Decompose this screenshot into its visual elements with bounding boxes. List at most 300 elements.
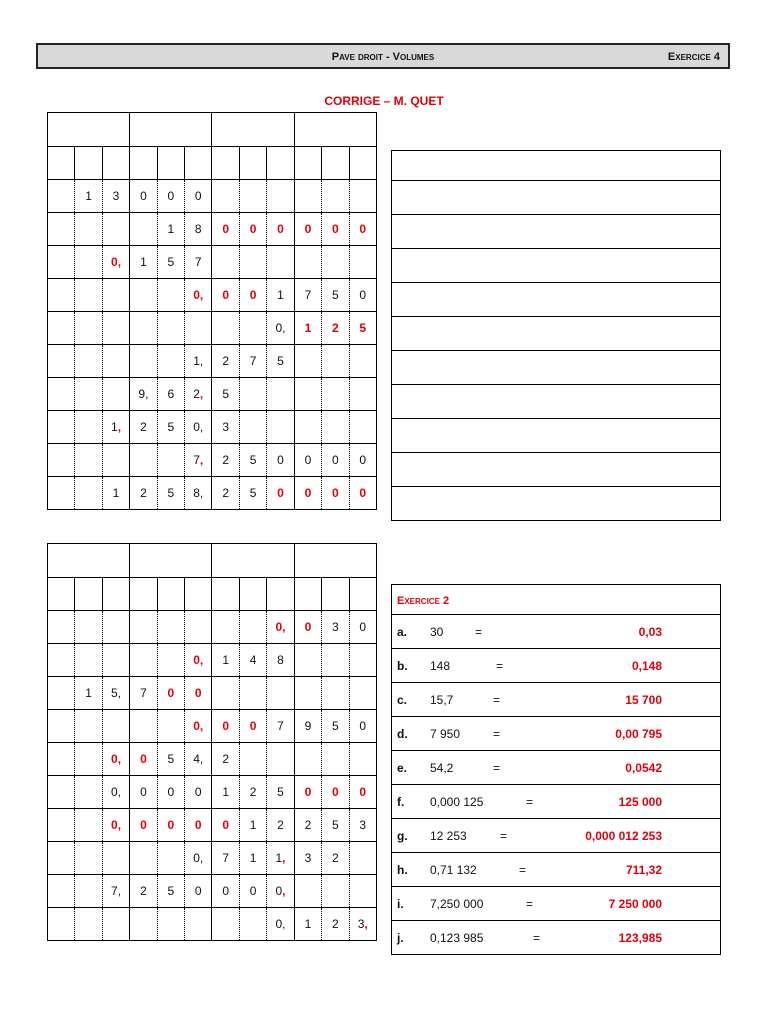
digit-cell xyxy=(48,743,75,776)
answer-cell xyxy=(392,249,721,283)
unit-label-cell xyxy=(349,147,376,180)
digit-cell xyxy=(239,743,266,776)
digit-cell xyxy=(267,345,294,378)
digit: 0, xyxy=(193,851,204,865)
digit-cell xyxy=(212,710,239,743)
exercise-2-row xyxy=(392,819,721,853)
digit: 0, xyxy=(111,818,122,832)
digit-cell xyxy=(294,875,321,908)
digit-cell xyxy=(130,345,157,378)
digit-cell xyxy=(130,611,157,644)
grid-row xyxy=(48,279,377,312)
digit: 0 xyxy=(331,486,339,500)
digit-cell xyxy=(75,776,102,809)
digit-cell xyxy=(75,908,102,941)
corrige-title: CORRIGE – M. QUET xyxy=(324,94,444,108)
digit: 0 xyxy=(167,818,175,832)
digit: 2 xyxy=(140,486,147,500)
digit-cell xyxy=(102,776,129,809)
digit-cell xyxy=(239,710,266,743)
digit-cell xyxy=(322,644,349,677)
digit: 0 xyxy=(277,486,284,500)
item-number: 30 xyxy=(430,625,444,639)
digit-cell xyxy=(102,246,129,279)
digit-cell xyxy=(294,411,321,444)
item-letter: b. xyxy=(397,659,408,673)
item-letter: g. xyxy=(397,829,408,843)
item-number: 15,7 xyxy=(430,693,454,707)
item-letter: f. xyxy=(397,795,405,809)
digit-cell xyxy=(48,213,75,246)
digit-cell xyxy=(294,312,321,345)
unit-group-header xyxy=(294,544,376,578)
digit: 7 xyxy=(304,288,312,302)
unit-label-cell xyxy=(48,578,75,611)
digit: 3 xyxy=(359,818,367,832)
digit-cell xyxy=(157,908,184,941)
digit-cell xyxy=(267,246,294,279)
digit-cell xyxy=(102,842,129,875)
item-result: 0,03 xyxy=(638,625,662,639)
digit-cell xyxy=(212,180,239,213)
digit: 0 xyxy=(359,288,367,302)
item-result: 0,148 xyxy=(631,659,662,673)
digit: 2 xyxy=(140,420,147,434)
digit-cell xyxy=(239,444,266,477)
equals-sign: = xyxy=(493,693,501,707)
item-letter: d. xyxy=(397,727,408,741)
digit: 2 xyxy=(331,851,339,865)
digit: 1 xyxy=(85,189,92,203)
digit-cell xyxy=(322,842,349,875)
digit-cell xyxy=(212,279,239,312)
item-letter: i. xyxy=(397,897,404,911)
unit-label-cell xyxy=(322,578,349,611)
equals-sign: = xyxy=(475,625,483,639)
digit-cell xyxy=(239,611,266,644)
digit-cell xyxy=(239,312,266,345)
digit: 0 xyxy=(222,818,230,832)
grid-row xyxy=(48,444,377,477)
digit-cell xyxy=(48,312,75,345)
digit-cell xyxy=(294,477,321,510)
digit-cell xyxy=(267,477,294,510)
digit: 0 xyxy=(249,884,257,898)
digit: 0 xyxy=(304,453,312,467)
digit: 3, xyxy=(357,917,368,931)
digit: 0, xyxy=(111,785,122,799)
digit-cell xyxy=(212,644,239,677)
digit-cell xyxy=(75,677,102,710)
digit-cell xyxy=(322,477,349,510)
digit-cell xyxy=(48,345,75,378)
digit-cell xyxy=(130,809,157,842)
digit-cell xyxy=(349,842,376,875)
digit-cell xyxy=(349,611,376,644)
unit-label-cell xyxy=(157,578,184,611)
digit-cell xyxy=(185,246,212,279)
digit-cell xyxy=(48,180,75,213)
unit-group-header xyxy=(48,113,130,147)
digit-cell xyxy=(322,279,349,312)
unit-label-cell xyxy=(102,147,129,180)
grid-row xyxy=(48,477,377,510)
digit-cell xyxy=(294,611,321,644)
digit: 2 xyxy=(277,818,284,832)
exercise-header xyxy=(36,43,730,69)
digit-cell xyxy=(102,477,129,510)
digit-cell xyxy=(212,743,239,776)
grid-row xyxy=(48,710,377,743)
answer-cell xyxy=(392,283,721,317)
digit-cell xyxy=(157,180,184,213)
item-letter: j. xyxy=(397,931,404,945)
digit: 1, xyxy=(275,851,286,865)
digit-cell xyxy=(185,213,212,246)
digit-cell xyxy=(267,743,294,776)
digit-cell xyxy=(349,809,376,842)
digit-cell xyxy=(102,710,129,743)
digit-cell xyxy=(48,908,75,941)
digit: 1 xyxy=(167,222,175,236)
unit-group-header xyxy=(212,113,294,147)
digit-cell xyxy=(157,279,184,312)
digit-cell xyxy=(322,710,349,743)
digit: 5 xyxy=(249,486,257,500)
digit-cell xyxy=(212,246,239,279)
digit-cell xyxy=(75,743,102,776)
digit-cell xyxy=(75,411,102,444)
digit-cell xyxy=(267,444,294,477)
digit-cell xyxy=(157,875,184,908)
digit-cell xyxy=(185,908,212,941)
digit: 5, xyxy=(111,686,122,700)
digit-cell xyxy=(322,908,349,941)
digit-cell xyxy=(75,842,102,875)
unit-label-cell xyxy=(294,147,321,180)
digit-cell xyxy=(239,213,266,246)
digit-cell xyxy=(185,180,212,213)
digit: 0 xyxy=(249,222,257,236)
grid-row xyxy=(48,842,377,875)
digit-cell xyxy=(349,477,376,510)
digit-cell xyxy=(75,279,102,312)
digit: 3 xyxy=(304,851,312,865)
grid-row xyxy=(48,312,377,345)
digit: 1 xyxy=(222,785,230,799)
digit-cell xyxy=(239,875,266,908)
digit: 5 xyxy=(167,486,175,500)
digit-cell xyxy=(185,312,212,345)
digit-cell xyxy=(294,246,321,279)
digit-cell xyxy=(212,345,239,378)
digit: 0 xyxy=(140,818,147,832)
digit-cell xyxy=(157,644,184,677)
digit-cell xyxy=(48,378,75,411)
digit: 2 xyxy=(140,884,147,898)
digit: 5 xyxy=(331,818,339,832)
unit-label-cell xyxy=(267,578,294,611)
digit-cell xyxy=(212,611,239,644)
exercise-2-table xyxy=(391,584,721,955)
digit-cell xyxy=(294,842,321,875)
digit: 4, xyxy=(193,752,204,766)
equals-sign: = xyxy=(493,727,501,741)
item-number: 0,000 125 xyxy=(430,795,484,809)
digit-cell xyxy=(267,378,294,411)
digit-cell xyxy=(102,213,129,246)
equals-sign: = xyxy=(493,761,501,775)
digit: 0, xyxy=(275,321,286,335)
digit-cell xyxy=(185,611,212,644)
digit: 5 xyxy=(167,420,175,434)
digit-cell xyxy=(102,644,129,677)
item-number: 0,123 985 xyxy=(430,931,484,945)
digit-cell xyxy=(212,378,239,411)
digit-cell xyxy=(322,611,349,644)
digit-cell xyxy=(75,710,102,743)
digit-cell xyxy=(349,411,376,444)
digit-cell xyxy=(239,477,266,510)
equals-sign: = xyxy=(519,863,527,877)
digit-cell xyxy=(75,477,102,510)
conversion-table-2 xyxy=(47,543,376,941)
digit-cell xyxy=(157,677,184,710)
digit: 0 xyxy=(249,288,257,302)
grid-row xyxy=(48,743,377,776)
digit-cell xyxy=(130,279,157,312)
digit: 0, xyxy=(193,420,204,434)
item-number: 12 253 xyxy=(430,829,467,843)
digit: 0 xyxy=(167,785,175,799)
digit-cell xyxy=(349,743,376,776)
unit-label-cell xyxy=(212,578,239,611)
grid-row xyxy=(48,908,377,941)
unit-label-cell xyxy=(75,578,102,611)
digit-cell xyxy=(349,213,376,246)
digit: 0 xyxy=(222,288,230,302)
digit-cell xyxy=(349,312,376,345)
digit: 0 xyxy=(331,222,339,236)
digit-cell xyxy=(239,180,266,213)
digit: 0 xyxy=(359,719,367,733)
item-result: 125 000 xyxy=(618,795,662,809)
digit: 0 xyxy=(194,189,202,203)
digit-cell xyxy=(212,677,239,710)
digit-cell xyxy=(75,644,102,677)
item-number: 54,2 xyxy=(430,761,454,775)
item-result: 15 700 xyxy=(625,693,662,707)
digit-cell xyxy=(349,710,376,743)
digit-cell xyxy=(294,743,321,776)
digit-cell xyxy=(239,345,266,378)
digit: 8 xyxy=(194,222,202,236)
digit-cell xyxy=(75,312,102,345)
exercise-2-row xyxy=(392,751,721,785)
exercise-2-row xyxy=(392,615,721,649)
digit-cell xyxy=(349,677,376,710)
digit-cell xyxy=(102,312,129,345)
digit-cell xyxy=(267,611,294,644)
unit-label-cell xyxy=(294,578,321,611)
digit-cell xyxy=(267,809,294,842)
digit: 1 xyxy=(140,255,147,269)
digit-cell xyxy=(349,279,376,312)
digit: 0 xyxy=(167,189,175,203)
digit: 1 xyxy=(222,653,230,667)
digit-cell xyxy=(130,477,157,510)
digit-cell xyxy=(75,213,102,246)
digit-cell xyxy=(157,312,184,345)
digit-cell xyxy=(322,743,349,776)
digit: 0 xyxy=(304,785,312,799)
digit: 2 xyxy=(222,486,230,500)
digit-cell xyxy=(267,875,294,908)
unit-label-cell xyxy=(322,147,349,180)
digit-cell xyxy=(48,444,75,477)
digit-cell xyxy=(267,677,294,710)
digit-cell xyxy=(157,378,184,411)
answer-cell xyxy=(392,453,721,487)
digit-cell xyxy=(102,180,129,213)
digit-cell xyxy=(185,378,212,411)
digit: 5 xyxy=(277,785,284,799)
equals-sign: = xyxy=(533,931,541,945)
digit-cell xyxy=(294,644,321,677)
exercise-2-row xyxy=(392,785,721,819)
digit-cell xyxy=(212,213,239,246)
digit-cell xyxy=(239,677,266,710)
digit-cell xyxy=(267,776,294,809)
digit-cell xyxy=(130,312,157,345)
digit: 7 xyxy=(249,354,257,368)
digit: 0 xyxy=(359,620,367,634)
digit-cell xyxy=(157,246,184,279)
digit-cell xyxy=(157,776,184,809)
digit-cell xyxy=(157,345,184,378)
unit-label-cell xyxy=(185,578,212,611)
digit-cell xyxy=(130,677,157,710)
digit: 0, xyxy=(275,917,286,931)
digit-cell xyxy=(294,677,321,710)
digit: 0 xyxy=(304,620,312,634)
grid-row xyxy=(48,677,377,710)
digit-cell xyxy=(157,411,184,444)
digit-cell xyxy=(48,477,75,510)
digit: 0 xyxy=(222,884,230,898)
item-letter: c. xyxy=(397,693,408,707)
digit-cell xyxy=(130,246,157,279)
digit: 2, xyxy=(193,387,204,401)
digit: 4 xyxy=(249,653,257,667)
digit-cell xyxy=(75,875,102,908)
digit-cell xyxy=(212,875,239,908)
digit: 1 xyxy=(249,818,257,832)
digit: 5 xyxy=(167,752,175,766)
digit-cell xyxy=(239,279,266,312)
digit: 5 xyxy=(359,321,367,335)
digit-cell xyxy=(322,444,349,477)
digit-cell xyxy=(102,611,129,644)
digit-cell xyxy=(130,875,157,908)
digit-cell xyxy=(48,677,75,710)
digit: 2 xyxy=(222,453,230,467)
digit: 1 xyxy=(277,288,284,302)
digit-cell xyxy=(185,677,212,710)
digit: 0 xyxy=(331,785,339,799)
digit-cell xyxy=(48,246,75,279)
digit-cell xyxy=(75,246,102,279)
unit-label-cell xyxy=(157,147,184,180)
digit-cell xyxy=(102,677,129,710)
digit: 0, xyxy=(111,255,122,269)
item-number: 7 950 xyxy=(430,727,461,741)
digit: 7 xyxy=(140,686,147,700)
digit-cell xyxy=(349,246,376,279)
item-number: 7,250 000 xyxy=(430,897,484,911)
digit-cell xyxy=(239,644,266,677)
digit-cell xyxy=(349,644,376,677)
exercise-number: Exercice 4 xyxy=(667,51,720,63)
digit-cell xyxy=(294,378,321,411)
digit-cell xyxy=(294,710,321,743)
digit: 7 xyxy=(194,255,202,269)
digit-cell xyxy=(102,378,129,411)
digit-cell xyxy=(102,279,129,312)
digit: 3 xyxy=(112,189,120,203)
digit-cell xyxy=(322,213,349,246)
digit: 7 xyxy=(222,851,230,865)
digit-cell xyxy=(157,213,184,246)
digit-cell xyxy=(185,875,212,908)
digit-cell xyxy=(349,908,376,941)
exercise-2-row xyxy=(392,717,721,751)
digit-cell xyxy=(349,180,376,213)
digit-cell xyxy=(322,312,349,345)
grid-row xyxy=(48,776,377,809)
unit-label-cell xyxy=(239,578,266,611)
digit: 0 xyxy=(359,222,367,236)
equals-sign: = xyxy=(526,897,534,911)
digit-cell xyxy=(130,378,157,411)
answer-cell xyxy=(392,487,721,521)
digit-cell xyxy=(185,842,212,875)
digit: 1 xyxy=(304,917,312,931)
digit-cell xyxy=(267,180,294,213)
digit-cell xyxy=(294,908,321,941)
item-number: 148 xyxy=(430,659,451,673)
digit-cell xyxy=(239,809,266,842)
item-result: 0,000 012 253 xyxy=(585,829,662,843)
digit: 2 xyxy=(222,354,230,368)
digit-cell xyxy=(157,743,184,776)
unit-label-cell xyxy=(267,147,294,180)
digit-cell xyxy=(102,411,129,444)
unit-label-cell xyxy=(239,147,266,180)
digit: 5 xyxy=(277,354,284,368)
digit: 1, xyxy=(193,354,204,368)
exercise-2-row xyxy=(392,921,721,955)
digit-cell xyxy=(267,213,294,246)
answer-cell xyxy=(392,419,721,453)
equals-sign: = xyxy=(500,829,508,843)
digit-cell xyxy=(239,776,266,809)
digit-cell xyxy=(130,444,157,477)
digit-cell xyxy=(322,345,349,378)
digit-cell xyxy=(48,279,75,312)
digit-cell xyxy=(322,378,349,411)
digit-cell xyxy=(130,743,157,776)
